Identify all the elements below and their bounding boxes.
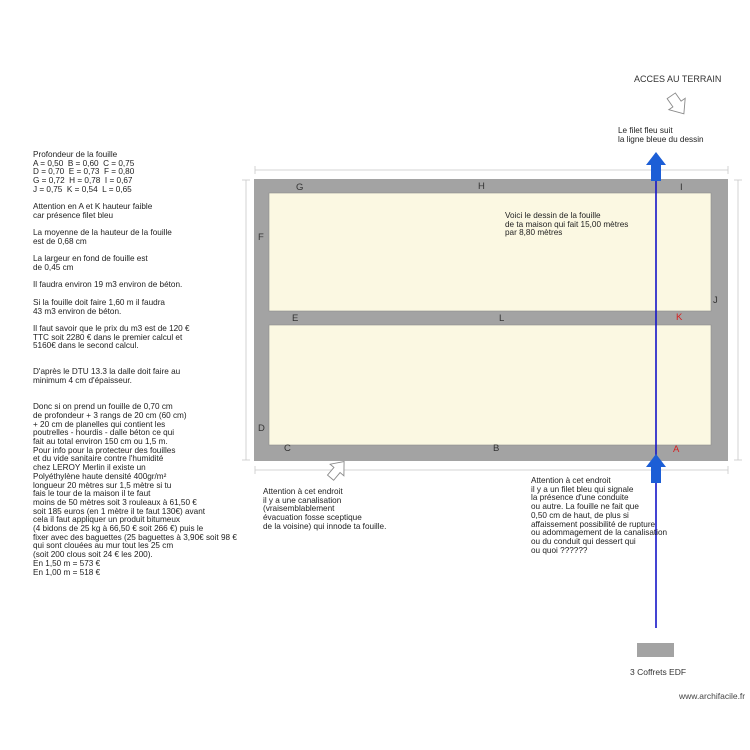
left-note-line: 5160€ dans le second calcul. (33, 341, 139, 351)
left-note-line (33, 386, 237, 395)
blue-arrow-top-icon (646, 152, 666, 181)
left-note-line: Si la fouille doit faire 1,60 m il faudra (33, 297, 165, 307)
left-note-line: minimum 4 cm d'épaisseur. (33, 376, 132, 386)
access-label: ACCES AU TERRAIN (634, 74, 722, 84)
left-note-line: Profondeur de la fouille (33, 150, 118, 159)
blue-net-note (531, 477, 667, 555)
left-note-line: (soit 200 clous soit 24 € les 200). (33, 550, 153, 560)
point-label-i: I (680, 182, 683, 193)
left-note-line: Polyéthylène haute densité 400gr/m² (33, 471, 167, 481)
left-note-line: J = 0,75 K = 0,54 L = 0,65 (33, 184, 132, 194)
left-note-line: Il faudra environ 19 m3 environ de béton. (33, 280, 183, 290)
left-note-line: et du vide sanitaire contre l'humidité (33, 454, 164, 464)
left-note-line: chez LEROY Merlin il existe un (33, 463, 146, 473)
room-lower (269, 325, 711, 445)
left-note-line: + 20 cm de planelles qui contient les (33, 419, 166, 429)
left-note-line: En 1,50 m = 573 € (33, 558, 101, 568)
left-note-line: 43 m3 environ de béton. (33, 306, 122, 316)
left-note-line: longueur 20 mètres sur 1,5 mètre si tu (33, 480, 172, 490)
left-note-line: Attention en A et K hauteur faible (33, 202, 153, 212)
left-note-line: fais le tour de la maison il te faut (33, 489, 151, 499)
left-note-line: Donc si on prend un fouille de 0,70 cm (33, 402, 173, 412)
point-label-b: B (493, 443, 500, 454)
left-note-line: cela il faut appliquer un produit bitumeux (33, 515, 181, 525)
house-note (505, 212, 628, 238)
left-note-line: TTC soit 2280 € dans le premier calcul et (33, 332, 183, 342)
point-label-g: G (296, 182, 304, 193)
blue-net-note-line: affaissement possibilité de rupture (531, 519, 656, 529)
house-note-line: Voici le dessin de la fouille (505, 211, 601, 220)
left-note-line: Il faut savoir que le prix du m3 est de 120 € (33, 323, 190, 333)
point-label-k: K (676, 312, 683, 323)
left-note-line: A = 0,50 B = 0,60 C = 0,75 (33, 158, 135, 168)
left-note-line: de 0,45 cm (33, 263, 74, 273)
left-note-line: D'après le DTU 13.3 la dalle doit faire au (33, 367, 181, 377)
blue-net-note-line: ou quoi ?????? (531, 545, 588, 555)
left-note-line: poutrelles - hourdis - dalle béton ce qui (33, 428, 175, 438)
point-label-h: H (478, 181, 485, 192)
access-arrow-icon (663, 90, 692, 119)
left-note-line: En 1,00 m = 518 € (33, 567, 101, 577)
left-note-line: qui sont clouées au mur tout les 25 cm (33, 541, 174, 551)
blue-net-note-line: ou adommagement de la canalisation (531, 528, 668, 538)
canal-note-line: de la voisine) qui innode ta fouille. (263, 521, 387, 531)
canal-note-line: Attention à cet endroit (263, 487, 343, 496)
point-label-d: D (258, 423, 265, 434)
left-note-line: fixer avec des baguettes (25 baguettes à 3,90€ soit 98 € (33, 532, 237, 542)
blue-line-note (618, 127, 704, 144)
canal-note-line: il y a une canalisation (263, 495, 342, 505)
left-note-line: de profondeur + 3 rangs de 20 cm (60 cm) (33, 410, 187, 420)
edf-box (637, 643, 674, 657)
blue-net-note-line: Attention à cet endroit (531, 476, 611, 485)
point-label-c: C (284, 443, 291, 454)
blue-net-note-line: ou du conduit qui dessert qui (531, 536, 636, 546)
left-note-line: La largeur en fond de fouille est (33, 254, 148, 264)
house-note-line: par 8,80 mètres (505, 228, 563, 238)
point-label-j: J (713, 295, 718, 306)
left-note-line: fait au total environ 150 cm ou 1,5 m. (33, 437, 168, 447)
left-note-line: car présence filet bleu (33, 210, 114, 220)
left-note-line: (4 bidons de 25 kg à 66,50 € soit 266 €) puis le (33, 524, 204, 534)
left-notes (33, 151, 237, 577)
edf-label: 3 Coffrets EDF (630, 667, 687, 677)
point-label-l: L (499, 313, 505, 324)
blue-net-note-line: ou autre. La fouille ne fait que (531, 502, 639, 512)
left-note-line: G = 0,72 H = 0,78 I = 0,67 (33, 176, 133, 186)
left-note-line (33, 351, 237, 360)
left-note-line: soit 185 euros (en 1 mètre il te faut 130€) avant (33, 506, 206, 516)
point-label-a: A (673, 444, 680, 455)
left-note-line: Pour info pour la protecteur des fouilles (33, 445, 176, 455)
left-note-line: est de 0,68 cm (33, 237, 87, 246)
blue-line-note-line: Le filet fleu suit (618, 126, 673, 135)
canal-note-line: (vraisemblablement (263, 504, 335, 514)
point-label-e: E (292, 313, 299, 324)
blue-net-note-line: 0,50 cm de haut, de plus si (531, 510, 629, 520)
left-note-line: moins de 50 mètres soit 3 rouleaux à 61,50 € (33, 497, 197, 507)
left-note-line: La moyenne de la hauteur de la fouille (33, 228, 172, 238)
room-upper (269, 193, 711, 311)
canal-note (263, 488, 386, 532)
watermark: www.archifacile.fr (679, 691, 746, 701)
left-note-line: D = 0,70 E = 0,73 F = 0,80 (33, 167, 135, 177)
house-note-line: de ta maison qui fait 15,00 mètres (505, 219, 629, 229)
blue-line-note-line: la ligne bleue du dessin (618, 134, 704, 144)
canal-note-line: évacuation fosse sceptique (263, 513, 362, 523)
point-label-f: F (258, 232, 264, 243)
blue-net-note-line: il y a un filet bleu qui signale (531, 484, 634, 494)
blue-net-note-line: la présence d'une conduite (531, 493, 629, 503)
